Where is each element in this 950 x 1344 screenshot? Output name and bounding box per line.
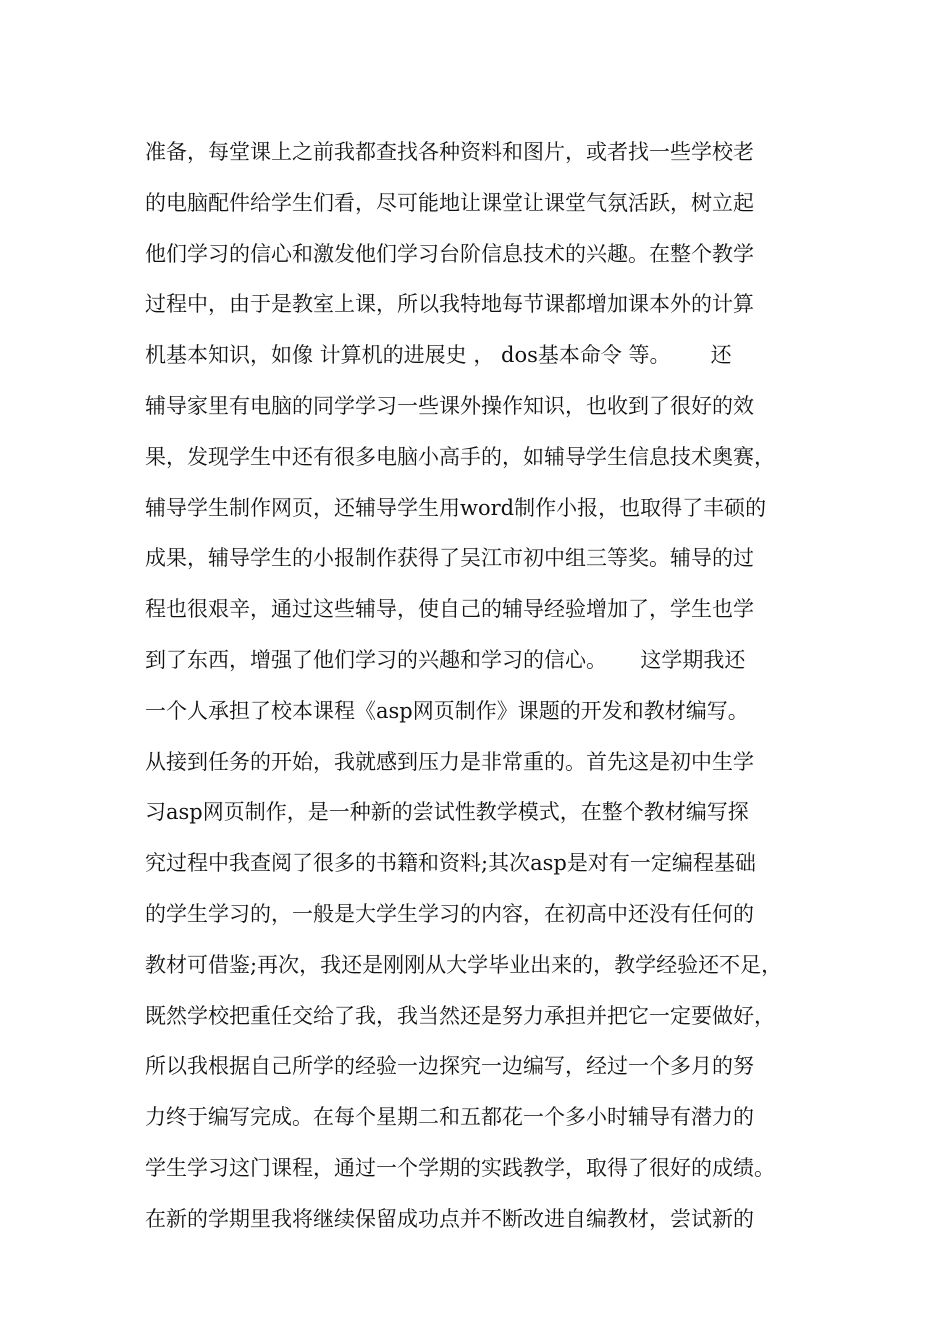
text-line: 学生学习这门课程，通过一个学期的实践教学，取得了很好的成绩。 <box>145 1155 775 1180</box>
text-line: 的电脑配件给学生们看，尽可能地让课堂让课堂气氛活跃，树立起 <box>145 190 754 215</box>
text-line: 辅导学生制作网页，还辅导学生用word制作小报，也取得了丰硕的 <box>145 495 767 520</box>
text-line: 机基本知识，如像 计算机的进展史 ， dos基本命令 等。 还 <box>145 343 732 368</box>
text-line: 成果，辅导学生的小报制作获得了吴江市初中组三等奖。辅导的过 <box>145 546 754 571</box>
text-line: 一个人承担了校本课程《asp网页制作》课题的开发和教材编写。 <box>145 698 749 723</box>
text-line: 从接到任务的开始，我就感到压力是非常重的。首先这是初中生学 <box>145 749 754 774</box>
text-line: 究过程中我查阅了很多的书籍和资料;其次asp是对有一定编程基础 <box>145 851 756 876</box>
text-line: 准备，每堂课上之前我都查找各种资料和图片，或者找一些学校老 <box>145 140 754 164</box>
text-line: 辅导家里有电脑的同学学习一些课外操作知识，也收到了很好的效 <box>145 393 754 418</box>
text-line: 过程中，由于是教室上课，所以我特地每节课都增加课本外的计算 <box>145 292 754 317</box>
text-line: 他们学习的信心和激发他们学习台阶信息技术的兴趣。在整个教学 <box>145 241 754 266</box>
text-line: 既然学校把重任交给了我，我当然还是努力承担并把它一定要做好， <box>145 1003 775 1028</box>
text-line: 果，发现学生中还有很多电脑小高手的，如辅导学生信息技术奥赛， <box>145 444 775 469</box>
text-line: 习asp网页制作，是一种新的尝试性教学模式，在整个教材编写探 <box>145 800 749 825</box>
text-line: 在新的学期里我将继续保留成功点并不断改进自编教材，尝试新的 <box>145 1206 754 1231</box>
text-line: 程也很艰辛，通过这些辅导，使自己的辅导经验增加了，学生也学 <box>145 597 754 622</box>
text-line: 教材可借鉴;再次，我还是刚刚从大学毕业出来的，教学经验还不足， <box>145 952 783 977</box>
body-text <box>145 127 835 1245</box>
text-line: 的学生学习的，一般是大学生学习的内容，在初高中还没有任何的 <box>145 901 754 926</box>
text-line: 力终于编写完成。在每个星期二和五都花一个多小时辅导有潜力的 <box>145 1105 754 1130</box>
text-line: 到了东西，增强了他们学习的兴趣和学习的信心。 这学期我还 <box>145 647 746 672</box>
text-line: 所以我根据自己所学的经验一边探究一边编写，经过一个多月的努 <box>145 1054 754 1079</box>
